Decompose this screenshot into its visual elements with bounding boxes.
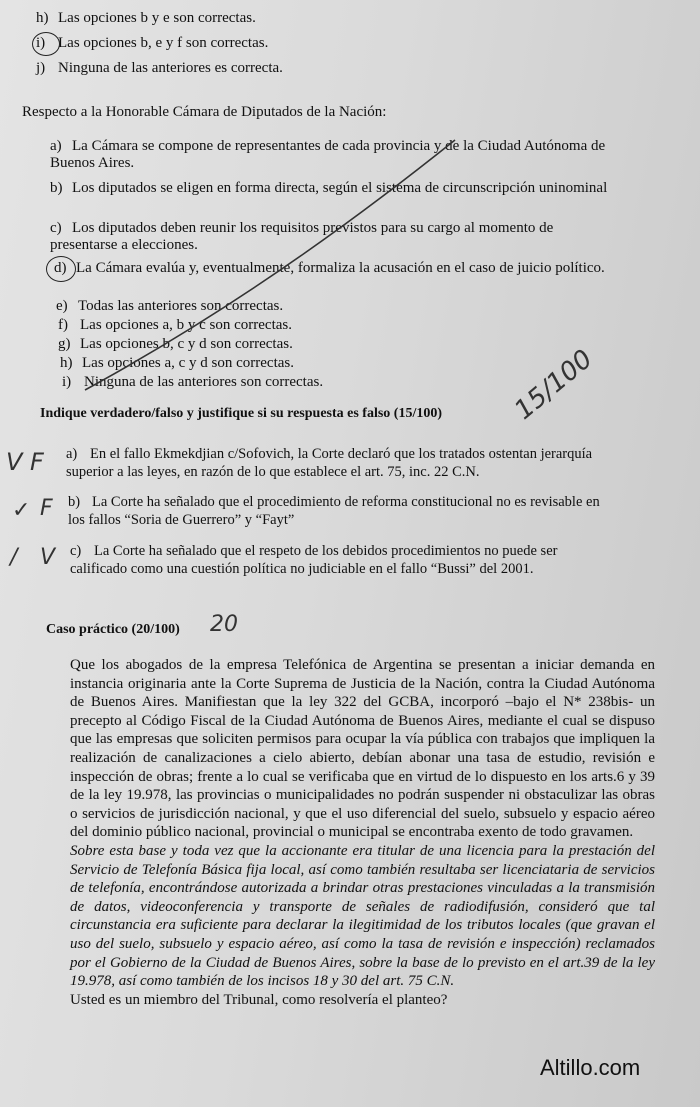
camara-option-g: g) Las opciones b, c y d son correctas. [58, 336, 293, 352]
camara-option-c: c) Los diputados deben reunir los requisitos previstos para su cargo al momento de presentarse a elecciones. [50, 220, 554, 253]
camara-option-f: f) Las opciones a, b y c son correctas. [58, 317, 293, 333]
camara-option-i: i) Ninguna de las anteriores son correctas. [62, 374, 324, 390]
strike-through-mark [0, 0, 700, 420]
question-heading: Respecto a la Honorable Cámara de Diputados de la Nación: [22, 104, 387, 120]
handwritten-score: 15/100 [509, 344, 599, 426]
caso-heading: Caso práctico (20/100) [46, 622, 180, 637]
handwritten-mark: V F [6, 448, 44, 476]
watermark: Altillo.com [540, 1055, 641, 1080]
option-j: j) Ninguna de las anteriores es correcta. [36, 60, 283, 76]
vf-item-b: b) La Corte ha señalado que el procedimiento de reforma constitucional no es revisable en los fallos “Soria de Guerrero” y “Fayt” [68, 494, 600, 528]
camara-option-h: h) Las opciones a, c y d son correctas. [60, 355, 295, 371]
camara-option-e: e) Todas las anteriores son correctas. [56, 298, 284, 314]
caso-question: Usted es un miembro del Tribunal, como resolvería el planteo? [70, 991, 448, 1008]
handwritten-score: 20 [210, 612, 238, 637]
option-h: h) Las opciones b y e son correctas. [36, 10, 256, 26]
vf-item-a: a) En el fallo Ekmekdjian c/Sofovich, la Corte declaró que los tratados ostentan jerarquía superior a las leyes, en razón de lo que establece el art. 75, inc. 22 C.N. [66, 446, 593, 480]
handwritten-mark: / [10, 545, 18, 570]
camara-option-d-selected: d) La Cámara evalúa y, eventualmente, formaliza la acusación en el caso de juicio político. [54, 260, 605, 276]
caso-paragraph-1: Que los abogados de la empresa Telefónica de Argentina se presentan a iniciar demanda en instancia originaria ante la Corte Suprema de Justicia de la Nación, contra la Ciudad Autónoma de Buenos Aires. Manifiestan que la ley 322 del GCBA, incorporó –bajo el N* 238bis- un precepto al Código Fiscal de la Ciudad Autónoma de Buenos Aires, mediante el cual se dispuso que las empresas que soliciten permisos para ocupar la vía pública con trabajos que impliquen la realización de canalizaciones a cielo abierto, debían abonar una tasa de estudio, revisión e inspección de obras; frente a lo cual se verificaba que en virtud de lo dispuesto en los arts.6 y 39 de la ley 19.978, las provincias o municipalidades no podrán suspender ni obstaculizar las obras o servicios de jurisdicción nacional, y que el uso diferencial del suelo, subsuelo y espacio aéreo del dominio público nacional, provincial o municipal se encontraba exento de todo gravamen. [70, 657, 655, 841]
option-i-selected: i) Las opciones b, e y f son correctas. [36, 35, 269, 51]
caso-paragraph-2: Sobre esta base y toda vez que la accionante era titular de una licencia para la prestación del Servicio de Telefonía Básica fija local, así como también resultaba ser licenciataria de servicios de telefonía, encontrándose autorizada a brindar otras prestaciones vinculadas a la transmisión de datos, videoconferencia y transporte de señales de radiodifusión, consideró que tal circunstancia era suficiente para declarar la ilegitimidad de los tributos locales (que gravan el uso del suelo, subsuelo y espacio aéreo, así como la tasa de revisión e inspección) reclamados por el Gobierno de la Ciudad de Buenos Aires, sobre la base de lo previsto en el art.39 de la ley 19.978, así como también de los incisos 18 y 30 del art. 75 C.N. [70, 842, 655, 990]
camara-option-a: a) La Cámara se compone de representantes de cada provincia y de la Ciudad Autónoma de Buenos Aires. [50, 138, 606, 171]
camara-option-b: b) Los diputados se eligen en forma directa, según el sistema de circunscripción uninominal [50, 180, 608, 196]
vf-heading: Indique verdadero/falso y justifique si su respuesta es falso (15/100) [40, 406, 443, 421]
handwritten-mark: V [40, 545, 56, 570]
caso-text [70, 656, 655, 1009]
handwritten-mark: ✓ [12, 498, 31, 523]
handwritten-mark: F [40, 496, 53, 521]
vf-item-c: c) La Corte ha señalado que el respeto de los debidos procedimientos no puede ser calificado como una cuestión política no judiciable en el fallo “Bussi” del 2001. [70, 543, 558, 577]
